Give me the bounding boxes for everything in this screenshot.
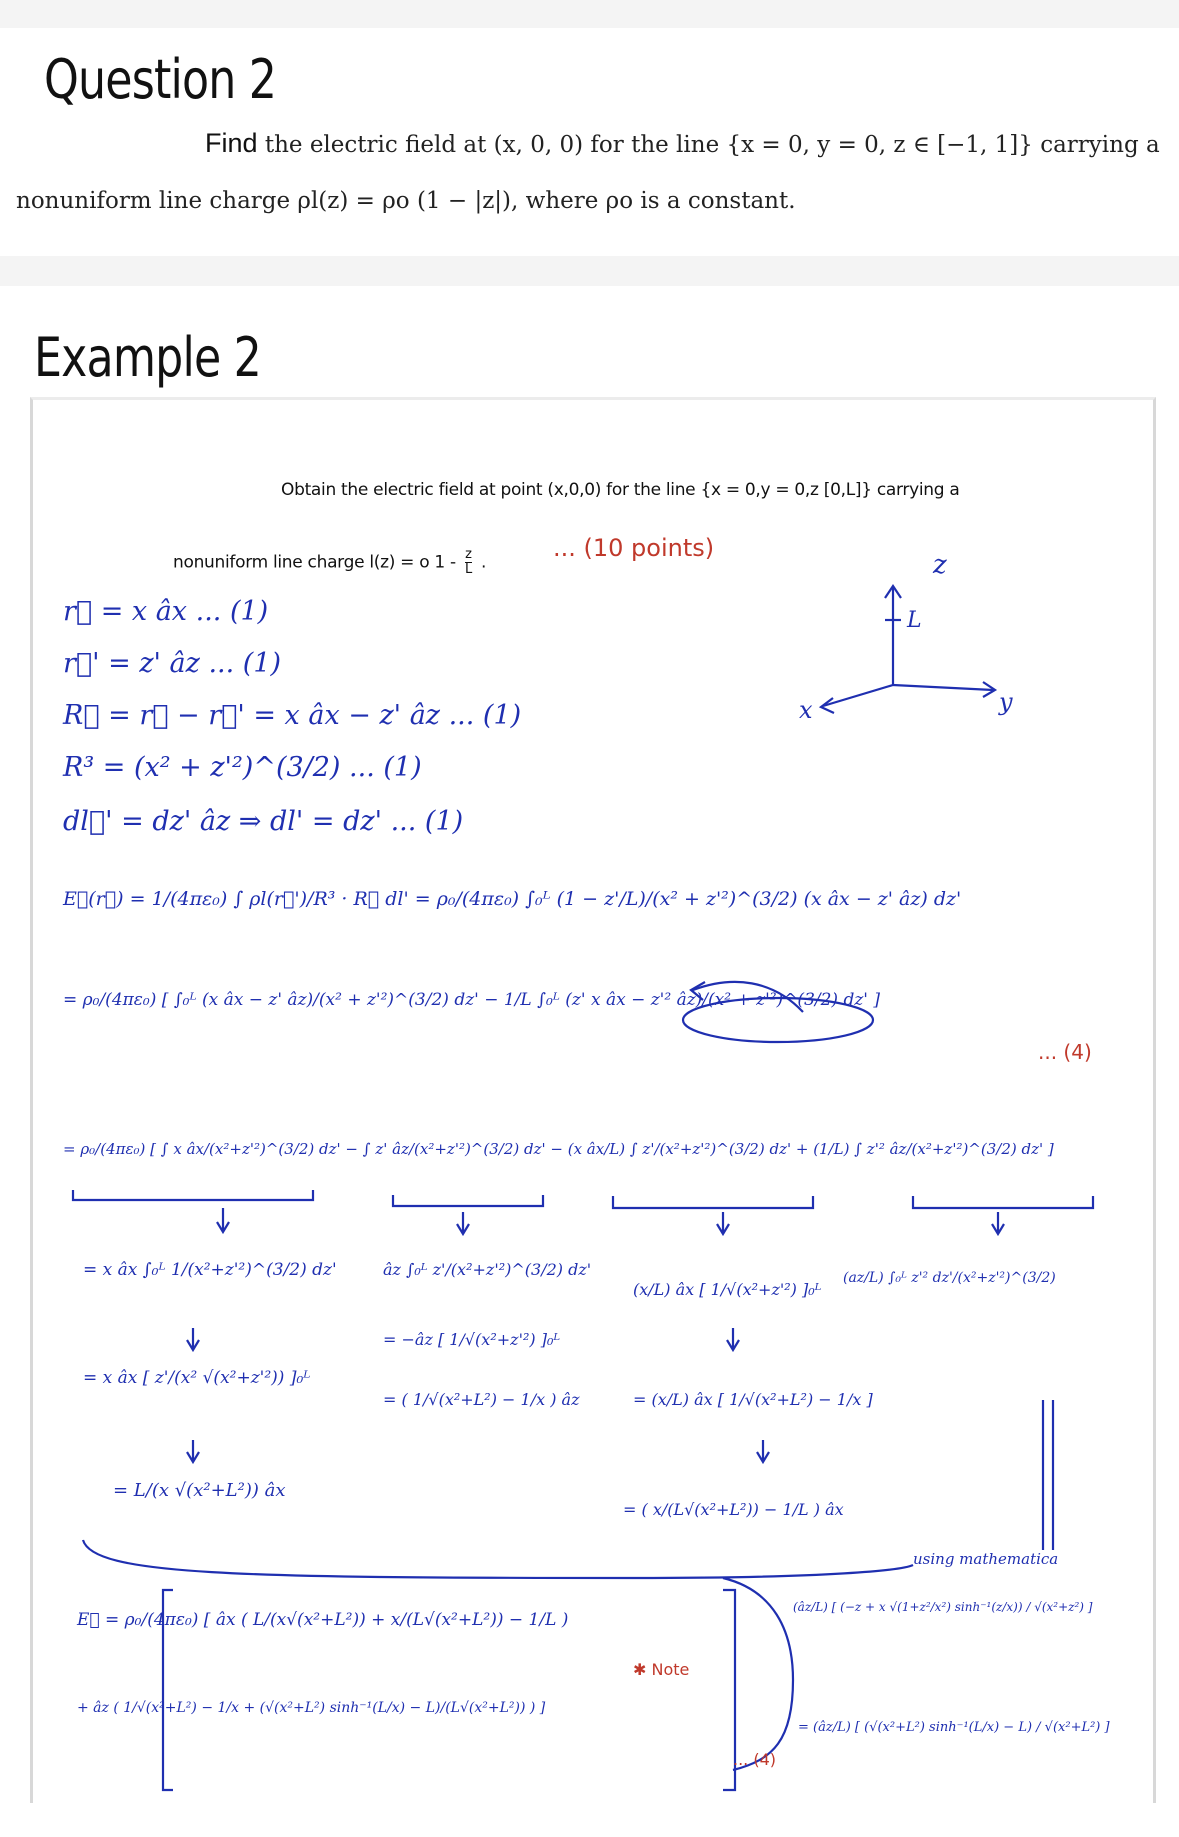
col3-line3: = ( x/(L√(x²+L²)) − 1/L ) âx xyxy=(623,1500,844,1519)
col4-using: using mathematica xyxy=(913,1550,1059,1568)
down-arrow-6 xyxy=(187,1440,199,1462)
col2-line2: = −âz [ 1/√(x²+z'²) ]₀ᴸ xyxy=(383,1330,561,1349)
col2-line3: = ( 1/√(x²+L²) − 1/x ) âz xyxy=(383,1390,580,1409)
printed-fraction-num: z xyxy=(465,547,472,562)
axis-x-label: x xyxy=(799,696,813,724)
axis-L-label: L xyxy=(907,608,922,633)
down-arrow-8 xyxy=(757,1440,769,1462)
col3-line1: (x/L) âx [ 1/√(x²+z'²) ]₀ᴸ xyxy=(633,1280,822,1299)
printed-problem-prefix: nonuniform line charge l(z) = o 1 - xyxy=(173,552,456,573)
brace-4 xyxy=(913,1196,1093,1208)
final-mark: ... (4) xyxy=(733,1750,777,1769)
step-1: r⃗ = x âx ... (1) xyxy=(63,596,269,627)
final-result-line1: E⃗ = ρ₀/(4πε₀) [ âx ( L/(x√(x²+L²)) + x/(L√(x²+L²)) − 1/L ) xyxy=(77,1610,569,1630)
efield-mark: ... (4) xyxy=(1038,1040,1092,1064)
axis-y-label: y xyxy=(999,688,1013,716)
step-5: dl⃗' = dz' âz ⇒ dl' = dz' ... (1) xyxy=(63,806,464,837)
brace-1 xyxy=(73,1190,313,1200)
down-arrow-5 xyxy=(187,1328,199,1350)
col4-line1: (az/L) ∫₀ᴸ z'² dz'/(x²+z'²)^(3/2) xyxy=(843,1270,1056,1286)
printed-problem-line1: Obtain the electric field at point (x,0,0) for the line {x = 0,y = 0,z [0,L]} carrying a xyxy=(281,480,960,500)
x-axis-line xyxy=(823,685,893,706)
brace-3 xyxy=(613,1196,813,1208)
question-text-line1 xyxy=(205,128,1160,159)
axis-z-label: z xyxy=(933,550,947,580)
note-label: ✱ Note xyxy=(633,1660,690,1679)
final-result-line2: + âz ( 1/√(x²+L²) − 1/x + (√(x²+L²) sinh⁻¹(L/x) − L)/(L√(x²+L²)) ) ] xyxy=(77,1700,546,1716)
col1-line2: = x âx [ z'/(x² √(x²+z'²)) ]₀ᴸ xyxy=(83,1368,311,1388)
step-3: R⃗ = r⃗ − r⃗' = x âx − z' âz ... (1) xyxy=(63,700,522,731)
printed-problem-suffix: . xyxy=(481,552,487,573)
down-arrow-4 xyxy=(992,1212,1004,1234)
split-integral: = ρ₀/(4πε₀) [ ∫₀ᴸ (x âx − z' âz)/(x² + z'²)^(3/2) dz' − 1/L ∫₀ᴸ (z' x âx − z'² âz)/(x² + z'²)^(3/2) dz' ] xyxy=(63,990,881,1010)
question-text-line2: nonuniform line charge ρl(z) = ρo (1 − |z|), where ρo is a constant. xyxy=(16,188,796,214)
printed-fraction-den: L xyxy=(464,562,472,577)
down-arrow-7 xyxy=(727,1328,739,1350)
col2-line1: âz ∫₀ᴸ z'/(x²+z'²)^(3/2) dz' xyxy=(383,1260,592,1279)
points-note: ... (10 points) xyxy=(553,534,715,562)
example-heading: Example 2 xyxy=(34,326,261,389)
y-axis-line xyxy=(893,685,993,690)
step-4: R³ = (x² + z'²)^(3/2) ... (1) xyxy=(63,752,422,783)
brace-2 xyxy=(393,1195,543,1206)
big-paren xyxy=(723,1578,793,1770)
question-text-line1-rest: the electric field at (x, 0, 0) for the line {x = 0, y = 0, z ∈ [−1, 1]} carrying a xyxy=(264,132,1160,158)
top-strip xyxy=(0,0,1179,28)
col4-line3: = (âz/L) [ (√(x²+L²) sinh⁻¹(L/x) − L) / √(x²+L²) ] xyxy=(798,1720,1110,1735)
col1-line1: = x âx ∫₀ᴸ 1/(x²+z'²)^(3/2) dz' xyxy=(83,1260,337,1280)
sweep-bracket xyxy=(83,1540,913,1578)
down-arrow-2 xyxy=(457,1212,469,1234)
solution-image xyxy=(30,397,1156,1803)
col1-line3: = L/(x √(x²+L²)) âx xyxy=(113,1480,286,1501)
question-card xyxy=(0,28,1179,256)
col4-line2: (âz/L) [ (−z + x √(1+z²/x²) sinh⁻¹(z/x)) / √(x²+z²) ] xyxy=(793,1600,1093,1614)
down-arrow-1 xyxy=(217,1208,229,1232)
step-2: r⃗' = z' âz ... (1) xyxy=(63,648,282,679)
down-arrow-3 xyxy=(717,1212,729,1234)
question-lead-word: Find xyxy=(205,128,258,158)
four-terms: = ρ₀/(4πε₀) [ ∫ x âx/(x²+z'²)^(3/2) dz' − ∫ z' âz/(x²+z'²)^(3/2) dz' − (x âx/L) ∫ z'/(x²+z'²)^(3/2) dz' + (1/L) ∫ z'² âz/(x²+z'²)^(3/2) dz' ] xyxy=(63,1140,1054,1158)
section-gap xyxy=(0,256,1179,286)
efield-integral: E⃗(r⃗) = 1/(4πε₀) ∫ ρl(r⃗')/R³ · R⃗ dl' = ρ₀/(4πε₀) ∫₀ᴸ (1 − z'/L)/(x² + z'²)^(3/2) (x âx − z' âz) dz' xyxy=(63,888,962,910)
col3-line2: = (x/L) âx [ 1/√(x²+L²) − 1/x ] xyxy=(633,1390,873,1409)
question-heading: Question 2 xyxy=(44,48,277,111)
